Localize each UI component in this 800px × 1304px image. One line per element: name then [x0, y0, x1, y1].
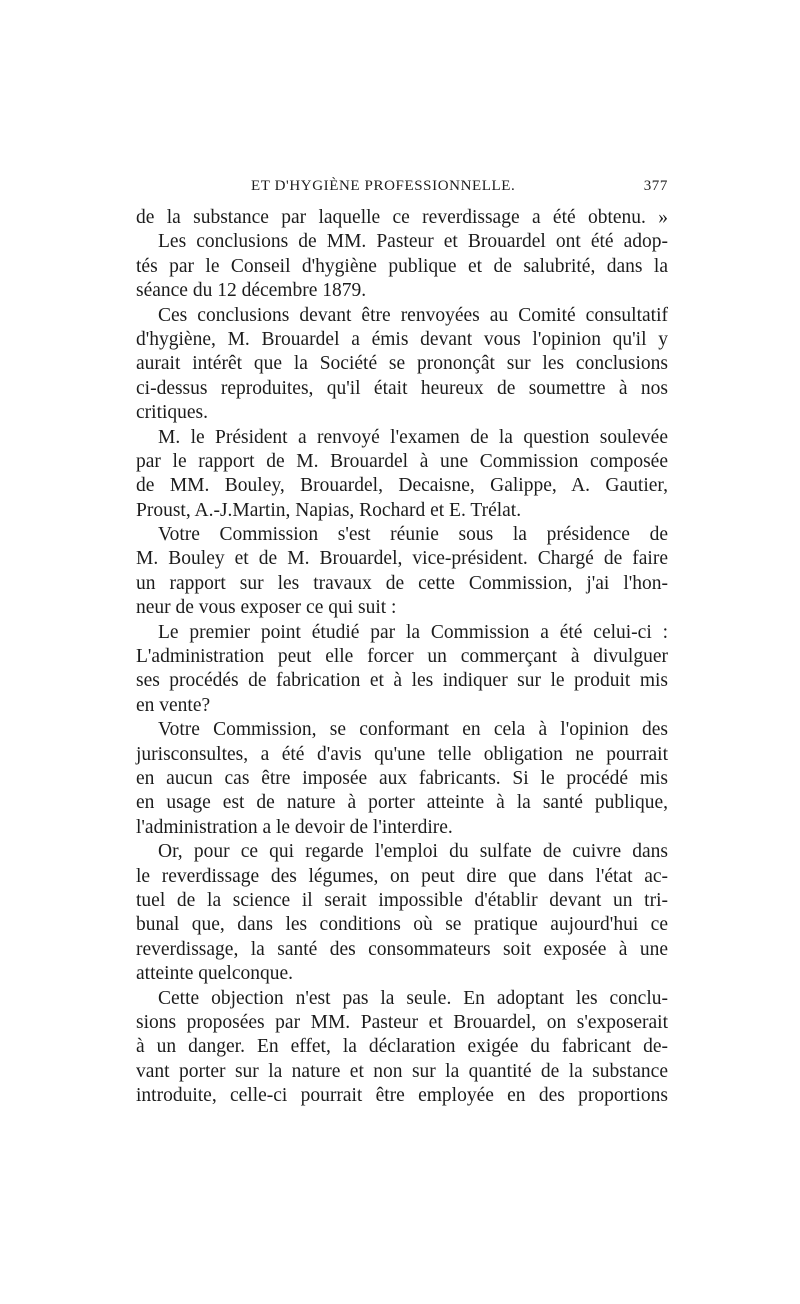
- text-line: critiques.: [136, 402, 209, 424]
- text-line: jurisconsultes, a été d'avis qu'une telle obligation ne pourrait: [136, 743, 668, 765]
- text-line: Les conclusions de MM. Pasteur et Brouardel ont été adop-: [158, 231, 668, 253]
- text-line: atteinte quelconque.: [136, 963, 294, 985]
- text-line: neur de vous exposer ce qui suit :: [136, 597, 397, 619]
- text-line: tuel de la science il serait impossible d'établir devant un tri-: [136, 889, 668, 911]
- text-line: vant porter sur la nature et non sur la quantité de la substance: [136, 1060, 668, 1082]
- text-line: ses procédés de fabrication et à les indiquer sur le produit mis: [136, 670, 668, 692]
- text-line: L'administration peut elle forcer un commerçant à divulguer: [136, 646, 668, 668]
- text-line: de la substance par laquelle ce reverdissage a été obtenu. »: [136, 207, 668, 228]
- text-line: le reverdissage des légumes, on peut dire que dans l'état ac-: [136, 865, 668, 887]
- text-line: Proust, A.-J.Martin, Napias, Rochard et E. Trélat.: [136, 499, 522, 521]
- text-line: reverdissage, la santé des consommateurs soit exposée à une: [136, 938, 668, 960]
- text-line: introduite, celle-ci pourrait être employée en des proportions: [136, 1085, 668, 1107]
- text-line: en vente?: [136, 694, 211, 716]
- body-text: [136, 206, 668, 1108]
- text-line: Ces conclusions devant être renvoyées au Comité consultatif: [158, 304, 668, 326]
- text-line: tés par le Conseil d'hygiène publique et de salubrité, dans la: [136, 255, 668, 277]
- text-line: aurait intérêt que la Société se prononçât sur les conclusions: [136, 353, 668, 375]
- text-line: l'administration a le devoir de l'interdire.: [136, 816, 453, 838]
- text-line: un rapport sur les travaux de cette Commission, j'ai l'hon-: [136, 572, 668, 594]
- text-line: M. le Président a renvoyé l'examen de la question soulevée: [158, 426, 668, 448]
- text-line: par le rapport de M. Brouardel à une Commission composée: [136, 450, 668, 472]
- text-line: séance du 12 décembre 1879.: [136, 280, 367, 302]
- text-line: Le premier point étudié par la Commission a été celui-ci :: [158, 621, 668, 643]
- text-line: à un danger. En effet, la déclaration exigée du fabricant de-: [136, 1036, 668, 1058]
- text-line: de MM. Bouley, Brouardel, Decaisne, Galippe, A. Gautier,: [136, 475, 668, 497]
- text-line: d'hygiène, M. Brouardel a émis devant vous l'opinion qu'il y: [136, 328, 668, 350]
- text-line: M. Bouley et de M. Brouardel, vice-président. Chargé de faire: [136, 548, 668, 570]
- text-line: Or, pour ce qui regarde l'emploi du sulfate de cuivre dans: [158, 841, 668, 863]
- text-line: en usage est de nature à porter atteinte à la santé publique,: [136, 792, 668, 814]
- page-number: 377: [643, 178, 668, 194]
- text-line: en aucun cas être imposée aux fabricants. Si le procédé mis: [136, 767, 668, 789]
- text-line: Votre Commission s'est réunie sous la présidence de: [158, 524, 668, 546]
- text-line: Cette objection n'est pas la seule. En adoptant les conclu-: [158, 987, 668, 1009]
- text-line: Votre Commission, se conformant en cela à l'opinion des: [158, 719, 668, 741]
- text-line: bunal que, dans les conditions où se pratique aujourd'hui ce: [136, 914, 668, 936]
- running-head: [136, 178, 668, 202]
- text-line: sions proposées par MM. Pasteur et Brouardel, on s'exposerait: [136, 1011, 668, 1033]
- text-line: ci-dessus reproduites, qu'il était heureux de soumettre à nos: [136, 377, 668, 399]
- running-title: ET D'HYGIÈNE PROFESSIONNELLE.: [251, 178, 516, 194]
